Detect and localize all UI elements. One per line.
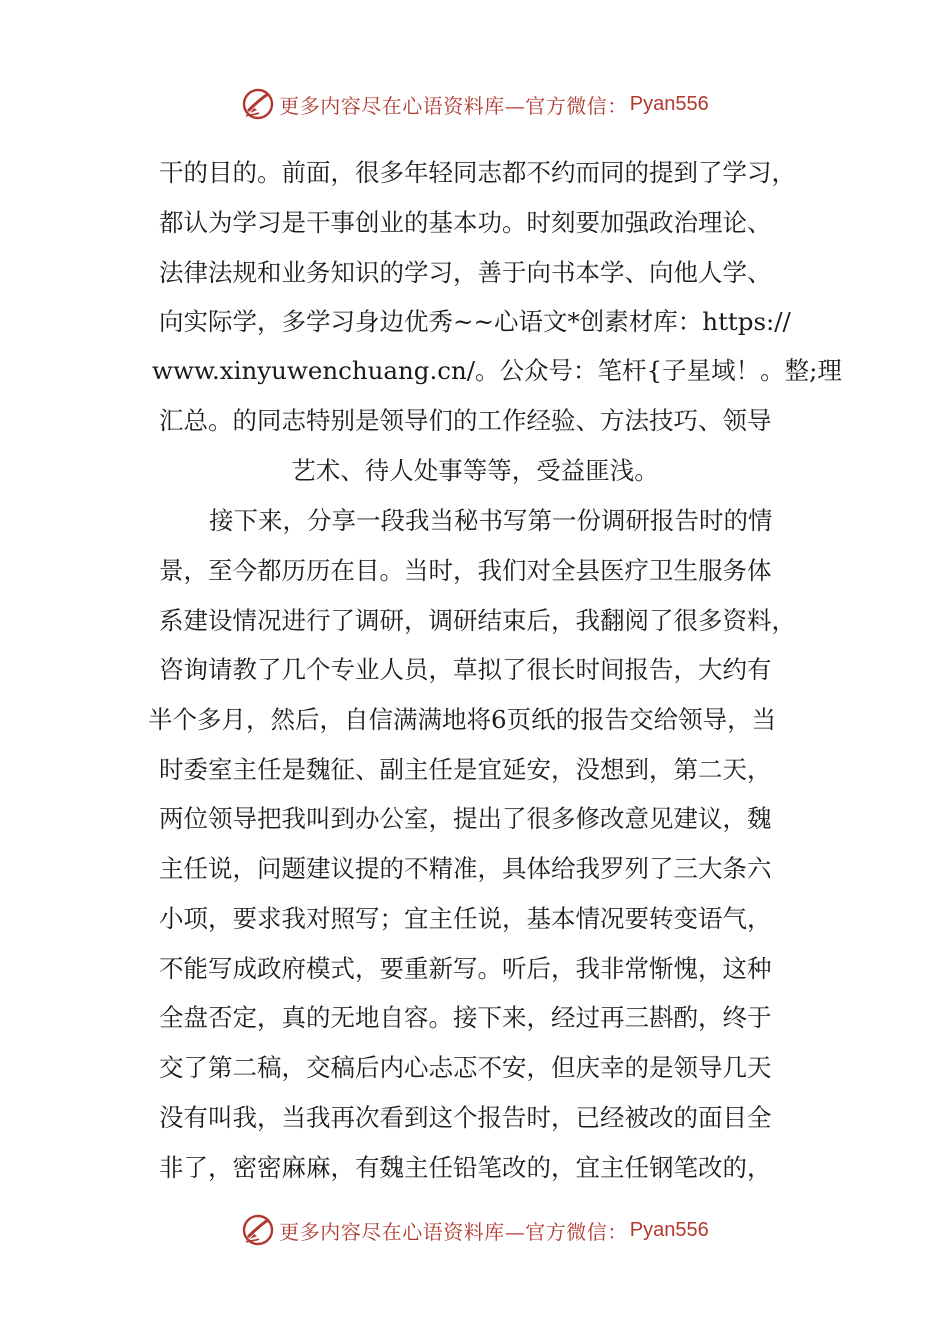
body-line: 两位领导把我叫到办公室，提出了很多修改意见建议，魏 — [159, 803, 772, 833]
body-line: 接下来，分享一段我当秘书写第一份调研报告时的情 — [209, 505, 773, 535]
banner-official-label: 官方微信： — [525, 1219, 628, 1244]
body-line: 主任说，问题建议提的不精准，具体给我罗列了三大条六 — [159, 853, 772, 883]
body-line: 没有叫我，当我再次看到这个报告时，已经被改的面目全 — [159, 1102, 772, 1132]
body-line: 系建设情况进行了调研，调研结束后，我翻阅了很多资料， — [159, 605, 796, 635]
body-line: 法律法规和业务知识的学习，善于向书本学、向他人学、 — [159, 257, 772, 287]
banner-wechat-id: Pyan556 — [629, 1218, 709, 1241]
footer-watermark-banner — [0, 1212, 950, 1248]
body-line: 时委室主任是魏征、副主任是宜延安，没想到，第二天， — [159, 754, 772, 784]
body-line: 半个多月，然后，自信满满地将6页纸的报告交给领导，当 — [148, 704, 777, 734]
pen-logo-icon — [241, 1213, 275, 1247]
body-line: 小项，要求我对照写；宜主任说，基本情况要转变语气， — [159, 903, 772, 933]
body-line: 咨询请教了几个专业人员，草拟了很长时间报告，大约有 — [159, 654, 772, 684]
body-line: 不能写成政府模式，要重新写。听后，我非常惭愧，这种 — [159, 953, 772, 983]
body-line: 全盘否定，真的无地自容。接下来，经过再三斟酌，终于 — [159, 1002, 772, 1032]
banner-main-text: 更多内容尽在心语资料库— — [279, 93, 526, 118]
body-line: 都认为学习是干事创业的基本功。时刻要加强政治理论、 — [159, 207, 772, 237]
body-line: www.xinyuwenchuang.cn/。公众号：笔杆{子星域！。整;理 — [152, 355, 842, 385]
body-line: 景，至今都历历在目。当时，我们对全县医疗卫生服务体 — [159, 555, 772, 585]
header-watermark-banner — [0, 86, 950, 122]
body-line: 汇总。的同志特别是领导们的工作经验、方法技巧、领导 — [159, 405, 772, 435]
banner-main-text: 更多内容尽在心语资料库— — [279, 1219, 526, 1244]
banner-official-label: 官方微信： — [525, 93, 628, 118]
body-line: 艺术、待人处事等等，受益匪浅。 — [291, 455, 659, 485]
body-line: 向实际学，多学习身边优秀~~心语文*创素材库：https:// — [159, 306, 791, 336]
body-line: 交了第二稿，交稿后内心忐忑不安，但庆幸的是领导几天 — [159, 1052, 772, 1082]
body-line: 非了，密密麻麻，有魏主任铅笔改的，宜主任钢笔改的， — [159, 1152, 772, 1182]
banner-wechat-id: Pyan556 — [629, 92, 709, 115]
pen-logo-icon — [241, 87, 275, 121]
body-line: 干的目的。前面，很多年轻同志都不约而同的提到了学习， — [159, 157, 796, 187]
